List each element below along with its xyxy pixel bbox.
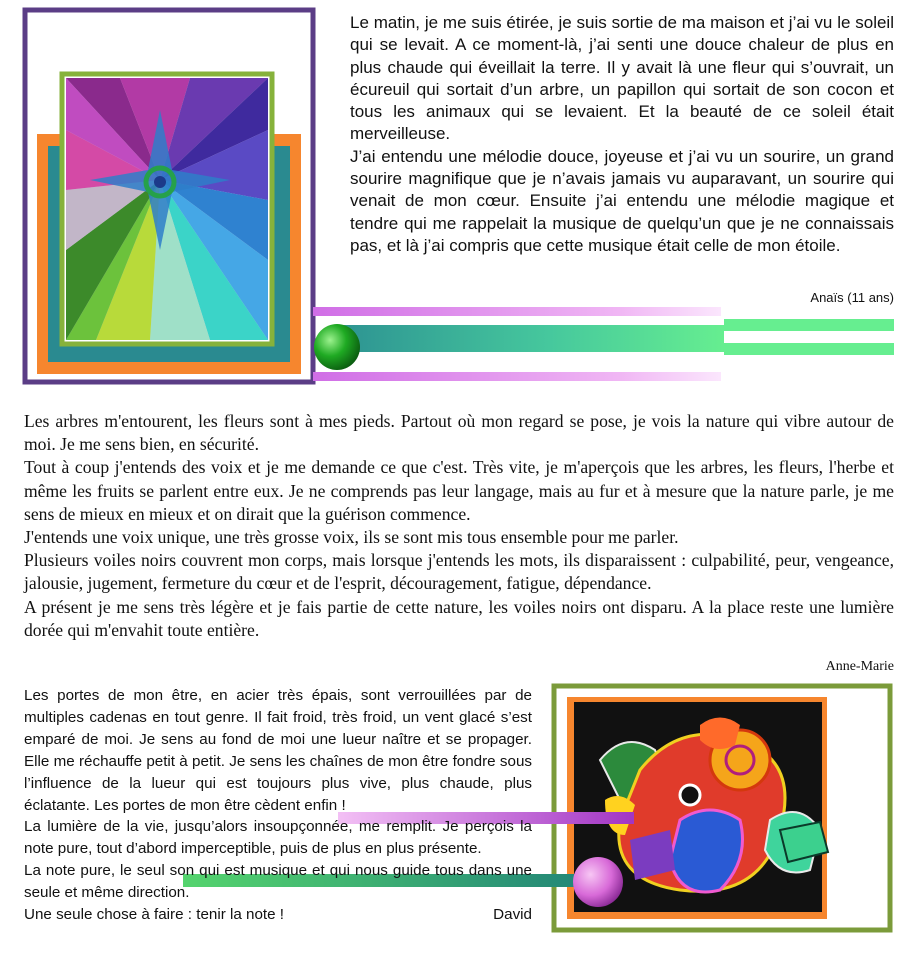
anne-marie-paragraph-1: Les arbres m'entourent, les fleurs sont à mes pieds. Partout où mon regard se pose, je vois la nature qui vibre autour de moi. Je me sens bien, en sécurité. xyxy=(24,411,894,455)
anne-marie-paragraph-2: Tout à coup j'entends des voix et je me demande ce que c'est. Très vite, je m'aperçois que les arbres, les fleurs, l'herbe et même les fruits se parlent entre eux. Je ne comprends pas leur langage, mais au fur et à mesure que la nature parle, je me sens de mieux en mieux et on dirait que la guérison commence. xyxy=(24,457,894,524)
anais-paragraph-1: Le matin, je me suis étirée, je suis sortie de ma maison et j’ai vu le soleil qui se levait. A ce moment-là, j’ai senti une douce chaleur de plus en plus chaude qui éveillait la terre. Il y avait là une fleur qui s’ouvrait, un écureuil qui sortait d’un arbre, un papillon qui sortait de son cocon et tous les animaux qui se levaient. Et la beauté de ce soleil était merveilleuse. xyxy=(350,13,894,144)
anne-marie-paragraph-5: A présent je me sens très légère et je fais partie de cette nature, les voiles noirs ont disparu. A la place reste une lumière dorée qui m'envahit toute entière. xyxy=(24,596,894,640)
david-paragraph-2: La lumière de la vie, jusqu’alors insoupçonnée, me remplit. Je perçois la note pure, tout d’abord imperceptible, puis de plus en plus présente. xyxy=(24,818,532,858)
david-text xyxy=(24,685,532,926)
anais-author: Anaïs (11 ans) xyxy=(810,290,894,305)
david-paragraph-3: La note pure, le seul son qui est musique et qui nous guide tous dans une seule et même direction. xyxy=(24,862,532,902)
anais-illustration xyxy=(25,10,313,382)
anais-text xyxy=(350,12,894,257)
david-author: David xyxy=(493,906,532,924)
anne-marie-paragraph-3: J'entends une voix unique, une très grosse voix, ils se sont mis tous ensemble pour me parler. xyxy=(24,527,679,548)
anne-marie-text xyxy=(24,410,894,642)
david-closing-line xyxy=(24,904,532,926)
david-paragraph-1: Les portes de mon être, en acier très épais, sont verrouillées par de multiples cadenas en tout genre. Il fait froid, très froid, un vent glacé s’est emparé de moi. Je sens au fond de moi une lueur naître et se propager. Elle me réchauffe petit à petit. Je sens les chaînes de mon être fondre sous l’influence de la lueur qui est toujours plus vive, plus chaude, plus éclatante. Les portes de mon être cèdent enfin ! xyxy=(24,687,532,814)
anne-marie-paragraph-4: Plusieurs voiles noirs couvrent mon corps, mais lorsque j'entends les mots, ils disparaissent : culpabilité, peur, vengeance, jalousie, jugement, fermeture du cœur et de l'esprit, découragement, fatigue, dépendance. xyxy=(24,550,894,594)
anais-paragraph-2: J’ai entendu une mélodie douce, joyeuse et j’ai vu un sourire, un grand sourire magnifique que je n’avais jamais vu auparavant, un sourire qui venait de mon cœur. Ensuite j’ai entendu une mélodie magique et tendre qui me rappelait la musique de quelqu’un que je ne connaissais pas, et là j’ai compris que cette musique était celle de mon étoile. xyxy=(350,146,894,255)
david-last-line: Une seule chose à faire : tenir la note ! xyxy=(24,906,285,924)
anne-marie-author: Anne-Marie xyxy=(825,659,894,674)
anais-light-streaks xyxy=(313,307,894,381)
